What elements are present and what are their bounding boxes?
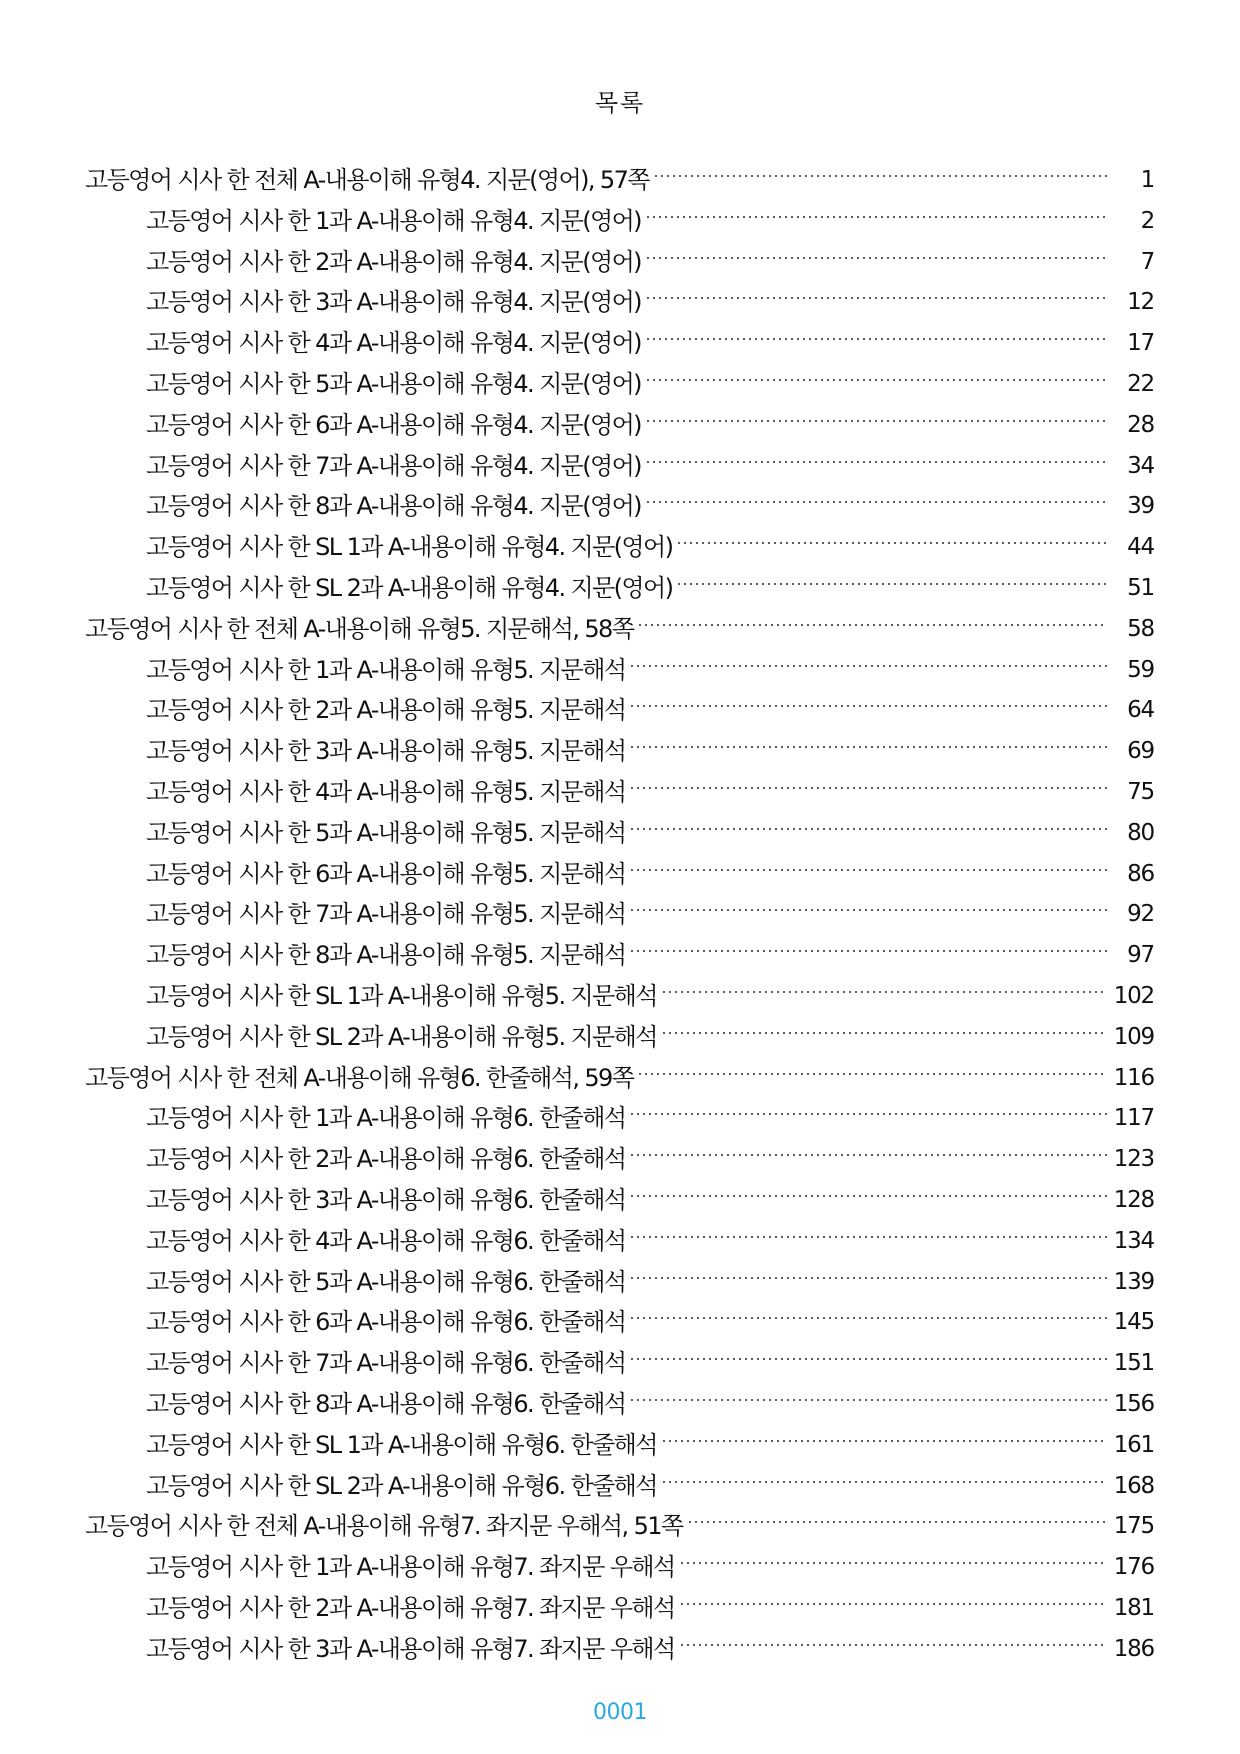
toc-entry-page-number: 116 <box>1113 1064 1154 1091</box>
toc-entry-label: 고등영어 시사 한 2과 A-내용이해 유형7. 좌지문 우해석 <box>146 1594 675 1622</box>
toc-entry-label: 고등영어 시사 한 8과 A-내용이해 유형6. 한줄해석 <box>146 1390 626 1418</box>
toc-entry-page-number: 151 <box>1113 1350 1154 1377</box>
toc-entry-page-number: 102 <box>1113 983 1154 1009</box>
toc-entry[interactable] <box>0 201 1240 241</box>
dot-leader <box>645 338 1107 340</box>
toc-entry-label: 고등영어 시사 한 2과 A-내용이해 유형4. 지문(영어) <box>146 247 641 276</box>
toc-entry[interactable] <box>0 446 1240 486</box>
dot-leader <box>629 1399 1107 1401</box>
toc-entry-label: 고등영어 시사 한 5과 A-내용이해 유형5. 지문해석 <box>146 818 626 847</box>
toc-entry-label: 고등영어 시사 한 8과 A-내용이해 유형4. 지문(영어) <box>146 492 641 521</box>
toc-entry[interactable] <box>0 1425 1240 1465</box>
dot-leader <box>629 909 1107 911</box>
dot-leader <box>637 624 1107 626</box>
toc-entry-page-number: 92 <box>1127 901 1154 928</box>
dot-leader <box>629 746 1107 748</box>
toc-entry-label: 고등영어 시사 한 6과 A-내용이해 유형6. 한줄해석 <box>146 1308 626 1337</box>
toc-entry-label: 고등영어 시사 한 3과 A-내용이해 유형4. 지문(영어) <box>146 288 641 317</box>
dot-leader <box>661 1481 1107 1483</box>
toc-entry[interactable] <box>0 1547 1240 1587</box>
toc-entry-page-number: 109 <box>1113 1023 1154 1050</box>
toc-entry-page-number: 28 <box>1127 411 1154 438</box>
dot-leader <box>629 665 1107 667</box>
toc-entry-label: 고등영어 시사 한 4과 A-내용이해 유형5. 지문해석 <box>146 778 626 806</box>
toc-entry-page-number: 139 <box>1113 1268 1154 1295</box>
toc-entry[interactable] <box>0 405 1240 445</box>
toc-entry-label: 고등영어 시사 한 5과 A-내용이해 유형6. 한줄해석 <box>146 1267 626 1296</box>
toc-entry[interactable] <box>0 1262 1240 1302</box>
toc-entry[interactable] <box>0 1466 1240 1506</box>
dot-leader <box>661 991 1107 993</box>
toc-entry[interactable] <box>0 1180 1240 1220</box>
toc-entry-label: 고등영어 시사 한 7과 A-내용이해 유형5. 지문해석 <box>146 900 626 929</box>
toc-entry-label: 고등영어 시사 한 SL 2과 A-내용이해 유형5. 지문해석 <box>146 1022 657 1051</box>
toc-entry-label: 고등영어 시사 한 SL 1과 A-내용이해 유형6. 한줄해석 <box>146 1430 657 1459</box>
dot-leader <box>661 1032 1107 1034</box>
toc-entry-page-number: 175 <box>1113 1513 1154 1540</box>
toc-entry-label: 고등영어 시사 한 4과 A-내용이해 유형4. 지문(영어) <box>146 329 641 358</box>
toc-entry[interactable] <box>0 1017 1240 1057</box>
dot-leader <box>629 1113 1107 1115</box>
toc-entry[interactable] <box>0 1629 1240 1669</box>
toc-entry[interactable] <box>0 731 1240 771</box>
toc-entry-label: 고등영어 시사 한 전체 A-내용이해 유형7. 좌지문 우해석, 51쪽 <box>85 1512 683 1541</box>
dot-leader <box>661 1440 1107 1442</box>
dot-leader <box>645 216 1107 218</box>
dot-leader <box>645 257 1107 259</box>
toc-entry-label: 고등영어 시사 한 SL 1과 A-내용이해 유형5. 지문해석 <box>146 982 657 1010</box>
toc-entry-label: 고등영어 시사 한 전체 A-내용이해 유형4. 지문(영어), 57쪽 <box>85 166 649 194</box>
toc-entry-page-number: 64 <box>1127 697 1154 724</box>
toc-entry-page-number: 59 <box>1127 656 1154 683</box>
dot-leader <box>645 501 1107 503</box>
toc-entry[interactable] <box>0 1343 1240 1383</box>
toc-entry-page-number: 176 <box>1113 1554 1154 1581</box>
toc-entry[interactable] <box>0 935 1240 975</box>
toc-entry-page-number: 39 <box>1127 493 1154 520</box>
dot-leader <box>629 1317 1107 1319</box>
toc-entry-page-number: 134 <box>1113 1227 1154 1254</box>
toc-entry[interactable] <box>0 1139 1240 1179</box>
toc-entry-page-number: 2 <box>1140 207 1154 234</box>
toc-entry-page-number: 86 <box>1127 860 1154 887</box>
toc-entry-page-number: 128 <box>1113 1187 1154 1213</box>
dot-leader <box>645 420 1107 422</box>
toc-entry-page-number: 117 <box>1113 1105 1154 1132</box>
toc-section-entry[interactable] <box>0 1506 1240 1546</box>
dot-leader <box>629 950 1107 952</box>
toc-entry-label: 고등영어 시사 한 2과 A-내용이해 유형5. 지문해석 <box>146 696 626 725</box>
toc-entry-label: 고등영어 시사 한 6과 A-내용이해 유형4. 지문(영어) <box>146 410 641 439</box>
toc-entry-page-number: 156 <box>1113 1391 1154 1417</box>
toc-entry-page-number: 69 <box>1127 738 1154 765</box>
page-title: 목록 <box>594 89 646 117</box>
toc-entry-page-number: 181 <box>1113 1595 1154 1621</box>
toc-entry-page-number: 80 <box>1127 819 1154 846</box>
dot-leader <box>629 787 1107 789</box>
dot-leader <box>676 542 1107 544</box>
toc-entry-page-number: 75 <box>1127 779 1154 805</box>
dot-leader <box>629 1195 1107 1197</box>
toc-entry-page-number: 145 <box>1113 1309 1154 1336</box>
dot-leader <box>679 1603 1107 1605</box>
toc-entry-page-number: 97 <box>1127 942 1154 969</box>
toc-entry-page-number: 58 <box>1127 615 1154 642</box>
toc-entry[interactable] <box>0 1221 1240 1261</box>
toc-entry[interactable] <box>0 813 1240 853</box>
toc-entry[interactable] <box>0 854 1240 894</box>
toc-entry[interactable] <box>0 1098 1240 1138</box>
toc-entry[interactable] <box>0 486 1240 526</box>
toc-entry-page-number: 51 <box>1127 575 1154 601</box>
dot-leader <box>629 1154 1107 1156</box>
toc-entry-label: 고등영어 시사 한 7과 A-내용이해 유형4. 지문(영어) <box>146 451 641 480</box>
toc-entry[interactable] <box>0 242 1240 282</box>
toc-entry[interactable] <box>0 527 1240 567</box>
toc-entry-page-number: 22 <box>1127 371 1154 397</box>
toc-entry-label: 고등영어 시사 한 7과 A-내용이해 유형6. 한줄해석 <box>146 1349 626 1378</box>
toc-entry-label: 고등영어 시사 한 전체 A-내용이해 유형6. 한줄해석, 59쪽 <box>85 1063 634 1092</box>
toc-entry-label: 고등영어 시사 한 SL 2과 A-내용이해 유형6. 한줄해석 <box>146 1471 657 1500</box>
toc-entry-label: 고등영어 시사 한 SL 1과 A-내용이해 유형4. 지문(영어) <box>146 533 673 562</box>
toc-entry-label: 고등영어 시사 한 3과 A-내용이해 유형6. 한줄해석 <box>146 1186 626 1214</box>
dot-leader <box>637 1073 1107 1075</box>
toc-entry-label: 고등영어 시사 한 1과 A-내용이해 유형4. 지문(영어) <box>146 206 641 235</box>
dot-leader <box>687 1521 1108 1523</box>
toc-entry[interactable] <box>0 323 1240 363</box>
toc-entry-label: 고등영어 시사 한 6과 A-내용이해 유형5. 지문해석 <box>146 859 626 888</box>
toc-entry[interactable] <box>0 894 1240 934</box>
dot-leader <box>679 1644 1107 1646</box>
dot-leader <box>629 1236 1107 1238</box>
dot-leader <box>653 175 1107 177</box>
dot-leader <box>629 1277 1107 1279</box>
dot-leader <box>629 828 1107 830</box>
toc-entry-label: 고등영어 시사 한 1과 A-내용이해 유형6. 한줄해석 <box>146 1104 626 1133</box>
toc-entry-label: 고등영어 시사 한 1과 A-내용이해 유형5. 지문해석 <box>146 655 626 684</box>
toc-entry-page-number: 44 <box>1127 534 1154 561</box>
toc-entry-page-number: 168 <box>1113 1472 1154 1499</box>
toc-entry[interactable] <box>0 1302 1240 1342</box>
toc-entry-page-number: 12 <box>1127 289 1154 316</box>
dot-leader <box>679 1562 1107 1564</box>
toc-section-entry[interactable] <box>0 1058 1240 1098</box>
dot-leader <box>629 869 1107 871</box>
toc-entry[interactable] <box>0 772 1240 812</box>
toc-entry-page-number: 1 <box>1140 167 1154 193</box>
toc-entry-page-number: 34 <box>1127 452 1154 479</box>
dot-leader <box>645 461 1107 463</box>
toc-entry-page-number: 161 <box>1113 1431 1154 1458</box>
toc-section-entry[interactable] <box>0 609 1240 649</box>
toc-entry-page-number: 123 <box>1113 1146 1154 1173</box>
dot-leader <box>629 705 1107 707</box>
toc-entry-page-number: 17 <box>1127 330 1154 357</box>
footer-page-number: 0001 <box>593 1700 647 1725</box>
toc-entry-label: 고등영어 시사 한 4과 A-내용이해 유형6. 한줄해석 <box>146 1226 626 1255</box>
dot-leader <box>645 379 1107 381</box>
dot-leader <box>676 583 1107 585</box>
toc-entry[interactable] <box>0 1384 1240 1424</box>
dot-leader <box>645 297 1107 299</box>
toc-entry-label: 고등영어 시사 한 2과 A-내용이해 유형6. 한줄해석 <box>146 1145 626 1174</box>
toc-entry[interactable] <box>0 1588 1240 1628</box>
dot-leader <box>629 1358 1107 1360</box>
toc-entry[interactable] <box>0 364 1240 404</box>
toc-entry-label: 고등영어 시사 한 SL 2과 A-내용이해 유형4. 지문(영어) <box>146 574 673 602</box>
toc-entry[interactable] <box>0 690 1240 730</box>
toc-entry-page-number: 186 <box>1113 1635 1154 1662</box>
toc-entry[interactable] <box>0 650 1240 690</box>
toc-section-entry[interactable] <box>0 160 1240 200</box>
toc-entry-label: 고등영어 시사 한 3과 A-내용이해 유형5. 지문해석 <box>146 737 626 766</box>
toc-entry-label: 고등영어 시사 한 1과 A-내용이해 유형7. 좌지문 우해석 <box>146 1553 675 1582</box>
toc-entry[interactable] <box>0 568 1240 608</box>
toc-entry[interactable] <box>0 282 1240 322</box>
toc-entry-label: 고등영어 시사 한 5과 A-내용이해 유형4. 지문(영어) <box>146 370 641 398</box>
toc-entry-label: 고등영어 시사 한 8과 A-내용이해 유형5. 지문해석 <box>146 941 626 970</box>
toc-entry[interactable] <box>0 976 1240 1016</box>
toc-entry-page-number: 7 <box>1140 248 1154 275</box>
toc-entry-label: 고등영어 시사 한 3과 A-내용이해 유형7. 좌지문 우해석 <box>146 1634 675 1663</box>
toc-entry-label: 고등영어 시사 한 전체 A-내용이해 유형5. 지문해석, 58쪽 <box>85 614 634 643</box>
